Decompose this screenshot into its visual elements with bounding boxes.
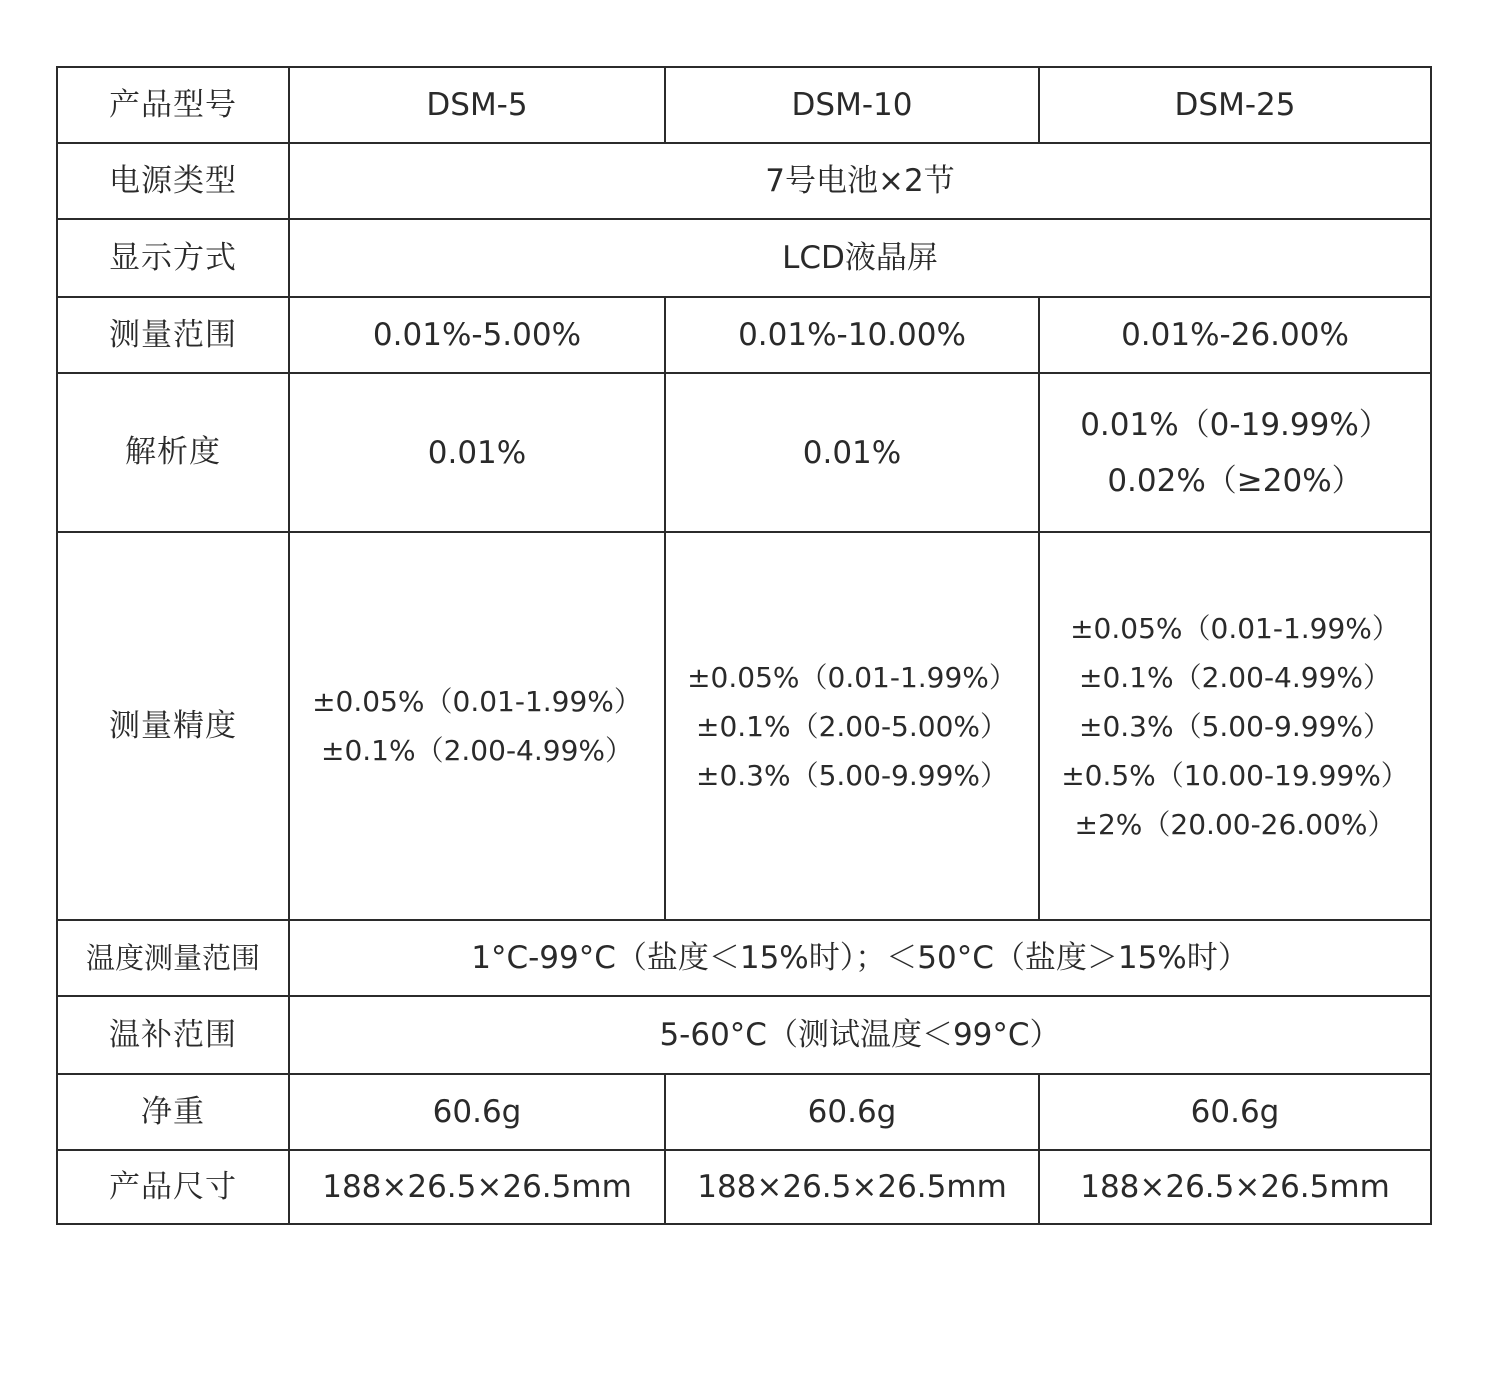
weight-dsm-5: 60.6g	[289, 1074, 665, 1150]
accuracy-line: ±0.05%（0.01-1.99%）	[312, 685, 642, 718]
display-value: LCD液晶屏	[289, 219, 1431, 297]
resolution-line: 0.01%	[802, 434, 902, 471]
accuracy-line: ±0.3%（5.00-9.99%）	[1079, 709, 1391, 743]
accuracy-line: ±0.1%（2.00-5.00%）	[696, 709, 1008, 743]
row-label-display: 显示方式	[57, 219, 289, 297]
accuracy-line: ±2%（20.00-26.00%）	[1074, 807, 1396, 841]
weight-dsm-25: 60.6g	[1039, 1074, 1431, 1150]
row-label-temp-range: 温度测量范围	[57, 920, 289, 996]
row-temp-comp	[57, 996, 1431, 1074]
resolution-line: 0.01%	[427, 434, 527, 471]
row-label-model: 产品型号	[57, 67, 289, 143]
resolution-dsm-25	[1039, 373, 1431, 532]
row-temp-range	[57, 920, 1431, 996]
row-label-weight: 净重	[57, 1074, 289, 1150]
row-weight	[57, 1074, 1431, 1150]
row-label-resolution: 解析度	[57, 373, 289, 532]
size-dsm-25: 188×26.5×26.5mm	[1039, 1150, 1431, 1224]
weight-dsm-10: 60.6g	[665, 1074, 1039, 1150]
accuracy-line: ±0.1%（2.00-4.99%）	[1079, 660, 1391, 694]
spec-table	[56, 66, 1432, 1225]
row-display	[57, 219, 1431, 297]
temp-comp-value: 5-60°C（测试温度＜99°C）	[289, 996, 1431, 1074]
range-dsm-10: 0.01%-10.00%	[665, 297, 1039, 373]
row-range	[57, 297, 1431, 373]
accuracy-line: ±0.05%（0.01-1.99%）	[687, 660, 1017, 694]
accuracy-line: ±0.1%（2.00-4.99%）	[321, 734, 633, 767]
size-dsm-5: 188×26.5×26.5mm	[289, 1150, 665, 1224]
accuracy-line: ±0.05%（0.01-1.99%）	[1070, 611, 1400, 645]
accuracy-dsm-10	[665, 532, 1039, 920]
row-label-temp-comp: 温补范围	[57, 996, 289, 1074]
accuracy-line: ±0.3%（5.00-9.99%）	[696, 758, 1008, 792]
model-dsm-5: DSM-5	[289, 67, 665, 143]
accuracy-dsm-25	[1039, 532, 1431, 920]
row-resolution	[57, 373, 1431, 532]
row-size	[57, 1150, 1431, 1224]
accuracy-dsm-5	[289, 532, 665, 920]
model-dsm-25: DSM-25	[1039, 67, 1431, 143]
row-accuracy	[57, 532, 1431, 920]
row-label-power: 电源类型	[57, 143, 289, 219]
row-label-size: 产品尺寸	[57, 1150, 289, 1224]
resolution-line: 0.01%（0-19.99%）	[1080, 406, 1390, 443]
model-dsm-10: DSM-10	[665, 67, 1039, 143]
accuracy-line: ±0.5%（10.00-19.99%）	[1061, 758, 1409, 792]
power-value: 7号电池×2节	[289, 143, 1431, 219]
range-dsm-5: 0.01%-5.00%	[289, 297, 665, 373]
row-model	[57, 67, 1431, 143]
resolution-dsm-10	[665, 373, 1039, 532]
row-power	[57, 143, 1431, 219]
temp-range-value: 1°C-99°C（盐度＜15%时）；＜50°C（盐度＞15%时）	[289, 920, 1431, 996]
resolution-line: 0.02%（≥20%）	[1107, 462, 1363, 499]
row-label-range: 测量范围	[57, 297, 289, 373]
resolution-dsm-5	[289, 373, 665, 532]
size-dsm-10: 188×26.5×26.5mm	[665, 1150, 1039, 1224]
row-label-accuracy: 测量精度	[57, 532, 289, 920]
range-dsm-25: 0.01%-26.00%	[1039, 297, 1431, 373]
